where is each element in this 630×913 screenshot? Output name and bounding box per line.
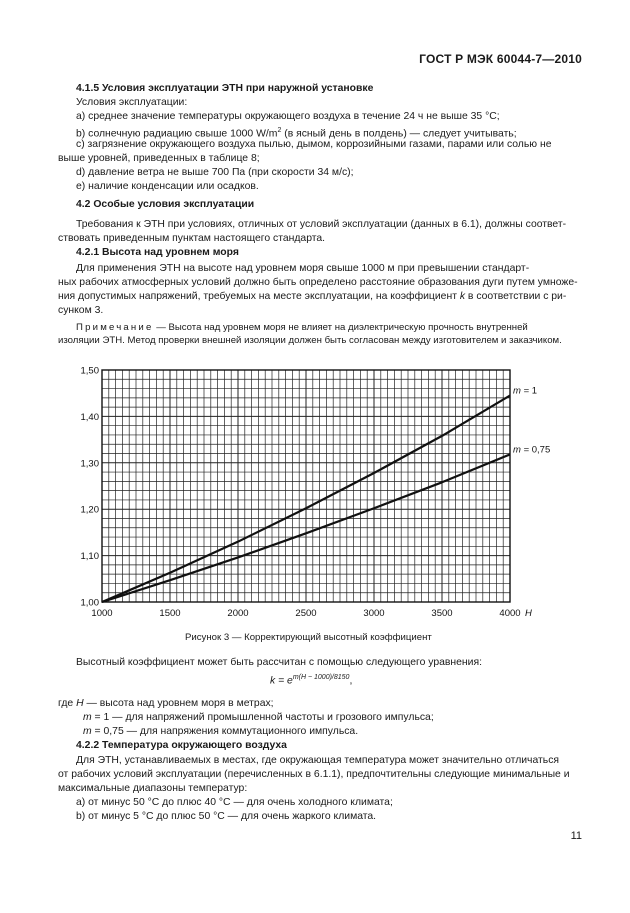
series-label-1: m = 1 bbox=[513, 385, 538, 397]
section-415-item-e: е) наличие конденсации или осадков. bbox=[76, 181, 259, 192]
section-42-heading: 4.2 Особые условия эксплуатации bbox=[76, 199, 255, 210]
section-422-line3: максимальные диапазоны температур: bbox=[58, 783, 248, 794]
section-415-item-a: а) среднее значение температуры окружающего воздуха в течение 24 ч не выше 35 °С; bbox=[76, 111, 500, 122]
x-tick-label: 4000 bbox=[499, 608, 521, 619]
x-axis-label: H bbox=[525, 608, 532, 619]
equation-exponent: m(H − 1000)/8150 bbox=[292, 674, 350, 681]
x-tick-label: 2500 bbox=[295, 608, 317, 619]
where-line1 bbox=[58, 697, 274, 711]
where-word: где bbox=[58, 698, 77, 709]
equation-lhs: k = e bbox=[270, 675, 293, 687]
where-line2 bbox=[83, 711, 434, 725]
chart-grid bbox=[102, 370, 510, 602]
item-b-rest: (в ясный день в полдень) — следует учитывать; bbox=[281, 128, 517, 140]
series-label-2: m = 0,75 bbox=[513, 444, 551, 456]
section-422-item-a: а) от минус 50 °С до плюс 40 °С — для очень холодного климата; bbox=[76, 797, 393, 808]
section-415-item-c-line1: с) загрязнение окружающего воздуха пылью, дымом, коррозийными газами, парами или солью не bbox=[76, 139, 552, 150]
var-h: H bbox=[76, 698, 84, 709]
note-text: — Высота над уровнем моря не влияет на диэлектрическую прочность внутренней bbox=[153, 322, 528, 333]
section-422-heading: 4.2.2 Температура окружающего воздуха bbox=[76, 740, 287, 751]
where-line3-text: = 0,75 — для напряжения коммутационного импульса. bbox=[91, 726, 359, 737]
altitude-equation bbox=[270, 674, 352, 686]
y-tick-label: 1,20 bbox=[80, 504, 99, 516]
section-421-line2: ных рабочих атмосферных условий должно быть определено расстояние образования дуги путем умноже- bbox=[58, 277, 578, 288]
x-tick-label: 3000 bbox=[363, 608, 385, 619]
where-line2-text: = 1 — для напряжений промышленной частоты и грозового импульса; bbox=[91, 712, 434, 723]
where-line1-text: — высота над уровнем моря в метрах; bbox=[83, 698, 274, 709]
note-line2: изоляции ЭТН. Метод проверки внешней изоляции должен быть согласован между изготовителем и заказчиком. bbox=[58, 335, 562, 346]
standard-header: ГОСТ Р МЭК 60044-7—2010 bbox=[419, 52, 582, 66]
section-415-item-d: d) давление ветра не выше 700 Па (при скорости 34 м/с); bbox=[76, 167, 354, 178]
item-b-text: b) солнечную радиацию свыше 1000 W/m bbox=[76, 128, 278, 140]
section-422-line1: Для ЭТН, устанавливаемых в местах, где окружающая температура может значительно отличаться bbox=[76, 755, 560, 766]
y-tick-label: 1,10 bbox=[80, 551, 99, 563]
y-tick-label: 1,40 bbox=[80, 411, 99, 423]
x-tick-label: 3500 bbox=[431, 608, 453, 619]
altitude-correction-chart bbox=[70, 360, 570, 622]
section-415-heading: 4.1.5 Условия эксплуатации ЭТН при наружной установке bbox=[76, 83, 374, 94]
section-421-heading: 4.2.1 Высота над уровнем моря bbox=[76, 247, 239, 258]
item-b-sup: 2 bbox=[277, 127, 282, 134]
page-number: 11 bbox=[570, 830, 582, 842]
equation-trail: , bbox=[349, 675, 353, 687]
line3-rest: в соответствии с ри- bbox=[465, 291, 567, 302]
section-42-para-line2: ствовать приведенным пунктам настоящего стандарта. bbox=[58, 233, 326, 244]
coefficient-k: k bbox=[459, 291, 466, 302]
var-m: m bbox=[83, 712, 92, 723]
figure-caption: Рисунок 3 — Корректирующий высотный коэффициент bbox=[185, 632, 432, 643]
section-422-item-b: b) от минус 5 °С до плюс 50 °С — для очень жаркого климата. bbox=[76, 811, 377, 822]
equation-intro: Высотный коэффициент может быть рассчитан с помощью следующего уравнения: bbox=[76, 657, 482, 668]
section-415-intro: Условия эксплуатации: bbox=[76, 97, 188, 108]
y-tick-label: 1,50 bbox=[80, 365, 99, 377]
section-415-item-c-line2: выше уровней, приведенных в таблице 8; bbox=[58, 153, 260, 164]
x-tick-label: 2000 bbox=[227, 608, 249, 619]
line3-text: ния допустимых напряжений, требуемых на месте эксплуатации, на коэффициент bbox=[58, 291, 460, 302]
section-42-para-line1: Требования к ЭТН при условиях, отличных от условий эксплуатации (данных в 6.1), должны соответ- bbox=[76, 219, 567, 230]
note-label: Примечание bbox=[76, 322, 154, 333]
x-tick-label: 1000 bbox=[91, 608, 113, 619]
y-tick-label: 1,00 bbox=[80, 597, 99, 609]
section-421-line4: сунком 3. bbox=[58, 305, 104, 316]
where-line3 bbox=[83, 725, 358, 739]
note-line1 bbox=[76, 322, 528, 333]
var-m-2: m bbox=[83, 726, 92, 737]
section-422-line2: от рабочих условий эксплуатации (перечисленных в 6.1.1), предпочтительны следующие минимальные и bbox=[58, 769, 570, 780]
section-421-line1: Для применения ЭТН на высоте над уровнем моря свыше 1000 м при превышении стандарт- bbox=[76, 263, 530, 274]
y-tick-label: 1,30 bbox=[80, 458, 99, 470]
section-421-line3 bbox=[58, 290, 566, 304]
x-tick-label: 1500 bbox=[159, 608, 181, 619]
